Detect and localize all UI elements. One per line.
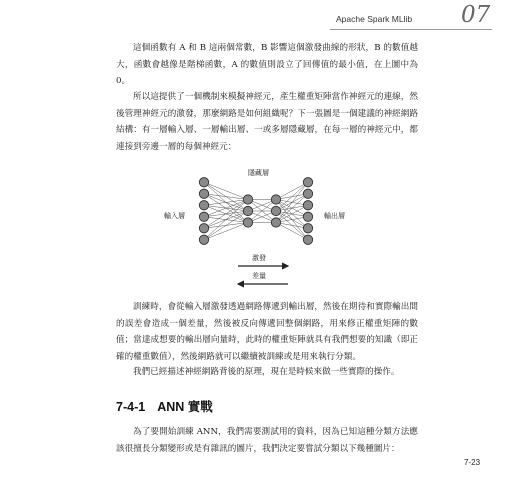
paragraph-ann-practice: 為了要開始訓練 ANN，我們需要測試用的資料，因為已知這種分類方法應該很擅長分類變形或是有雜訊的圖片，我們決定要嘗試分類以下幾種圖片： <box>116 427 418 454</box>
connection-line <box>204 211 248 240</box>
hidden-neuron <box>271 218 280 227</box>
paragraph-training: 訓練時，會從輸入層激發透過網路傳遞到輸出層，然後在期待和實際輸出間的誤差會造成一個差量，然後被反向傳遞回整個網路，用來修正權重矩陣的數值；當達成想要的輸出層向量時，此時的權重矩陣就具有我們想要的知識（即正確的權重數值），然後網路就可以繼續被訓練或是用來執行分類。 <box>116 302 418 362</box>
connection-line <box>204 200 248 229</box>
paragraph-activation-function: 這個函數有 A 和 B 這兩個常數，B 影響這個激發曲線的形狀，B 的數值越大，函數會越像是階梯函數，A 的數值則設立了回傳值的最小值，在上圖中為 0。 <box>116 43 418 86</box>
connection-line <box>204 200 248 206</box>
backward-delta-label: 差量 <box>252 272 266 280</box>
header-rule <box>330 29 492 30</box>
section-title: ANN 實戰 <box>157 400 213 414</box>
input-neuron <box>199 212 208 221</box>
hidden-layer-label: 隱藏層 <box>248 169 269 177</box>
connection-line <box>204 200 248 240</box>
running-header-title: Apache Spark MLlib <box>336 14 413 24</box>
network-connections <box>204 182 308 240</box>
neural-network-diagram <box>160 166 380 290</box>
input-neuron <box>199 189 208 198</box>
paragraph-network-structure: 所以這提供了一個機制來模擬神經元，產生權重矩陣當作神經元的連線，然後管理神經元的激發，那麼網路是如何組織呢？下一張圖是一個建議的神經網路結構：有一層輸入層、一層輸出層、一或多層隱藏層，在每一層的神經元中，都連接到旁邊一層的每個神經元： <box>116 92 418 152</box>
input-neuron <box>199 201 208 210</box>
section-number: 7-4-1 <box>116 400 146 414</box>
input-neuron <box>199 235 208 244</box>
output-layer-label: 輸出層 <box>324 212 345 220</box>
input-layer-label: 輸入層 <box>164 212 185 220</box>
hidden-neuron <box>243 206 252 215</box>
section-heading <box>116 397 213 415</box>
hidden-neuron <box>271 195 280 204</box>
paragraph-practice-intro: 我們已經描述神經網路背後的原理，現在是時候來做一些實際的操作。 <box>133 367 400 377</box>
output-neuron <box>303 235 312 244</box>
page-number: 7-23 <box>464 458 481 467</box>
input-neuron <box>199 224 208 233</box>
forward-pass-label: 激發 <box>252 254 266 262</box>
output-neuron <box>303 201 312 210</box>
output-neuron <box>303 178 312 187</box>
hidden-neuron <box>271 206 280 215</box>
hidden-neuron <box>243 218 252 227</box>
hidden-neuron <box>243 195 252 204</box>
output-neuron <box>303 212 312 221</box>
output-neuron <box>303 224 312 233</box>
chapter-number: 07 <box>461 2 491 28</box>
connection-line <box>204 194 248 200</box>
output-neuron <box>303 189 312 198</box>
input-neuron <box>199 178 208 187</box>
